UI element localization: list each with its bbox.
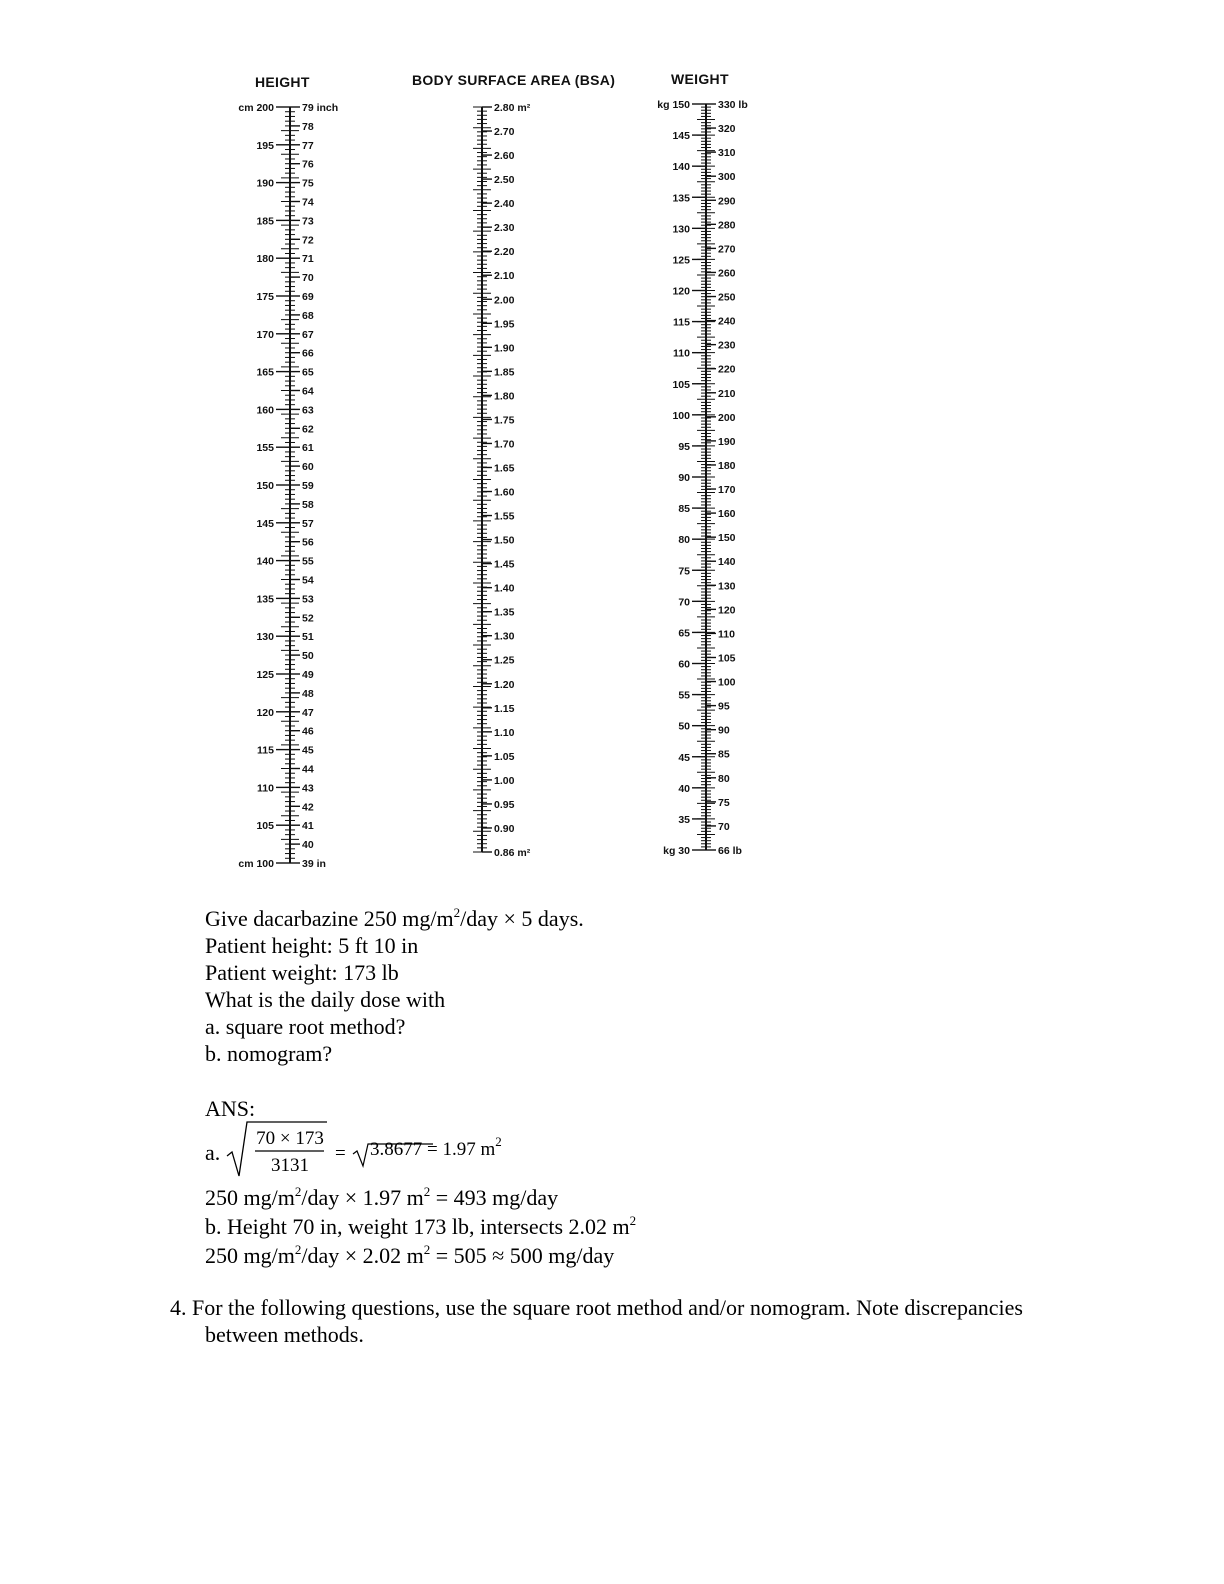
bsa-right-label: 1.70 [494,438,515,451]
height-left-label: 165 [256,366,274,379]
weight-right-label: 210 [718,387,736,400]
weight-right-label: 95 [718,700,730,713]
height-right-label: 72 [302,234,314,247]
square-root-formula [205,1118,605,1180]
bsa-scale [473,102,531,859]
height-right-label: 40 [302,839,314,852]
height-right-label: 41 [302,820,314,833]
weight-left-label: 75 [678,565,690,578]
height-left-label: 115 [257,744,274,757]
bsa-right-label: 0.90 [494,822,515,835]
bsa-right-label: 1.20 [494,678,515,691]
bsa-right-label: 2.80 m² [494,102,531,114]
question-line-6: b. nomogram? [205,1041,333,1066]
height-right-label: 53 [302,593,314,606]
formula-result: 3.8677 = 1.97 $m^2$ [370,1134,502,1160]
weight-right-label: 270 [718,243,736,256]
height-right-label: 46 [302,725,314,738]
bsa-right-label: 2.60 [494,150,515,163]
bsa-right-label: 2.40 [494,198,515,211]
bsa-right-label: 1.80 [494,390,515,403]
equals-sign: = [335,1143,346,1164]
height-right-label: 49 [302,669,314,681]
weight-left-label: kg 150 [657,99,690,111]
bsa-right-label: 1.50 [494,534,515,547]
height-left-label: 180 [256,253,274,266]
bsa-right-label: 2.00 [494,294,515,307]
bsa-right-label: 1.05 [494,750,515,763]
weight-right-label: 150 [718,532,736,545]
weight-left-label: 50 [678,720,690,733]
weight-left-label: kg 30 [663,845,690,857]
weight-left-label: 145 [672,130,690,143]
height-left-label: 140 [256,555,274,568]
height-right-label: 73 [302,215,314,228]
height-right-label: 47 [302,706,314,719]
height-right-label: 44 [302,763,314,776]
weight-right-label: 100 [718,676,736,689]
height-right-label: 51 [302,631,314,644]
bsa-right-label: 0.86 m² [494,847,531,859]
weight-left-label: 120 [672,285,690,298]
question-block [205,905,584,1067]
height-right-label: 59 [302,480,314,492]
weight-left-label: 70 [678,596,690,609]
height-right-label: 58 [302,498,314,511]
weight-header: WEIGHT [671,71,729,87]
weight-left-label: 85 [678,503,690,516]
height-right-label: 69 [302,291,314,303]
height-right-label: 70 [302,272,314,285]
bsa-right-label: 1.25 [494,654,515,667]
height-right-label: 71 [302,253,314,266]
bsa-header: BODY SURFACE AREA (BSA) [412,72,616,88]
question-line-1: Give dacarbazine 250 $mg/m^2$/day × 5 days. [205,905,584,931]
height-left-label: cm 100 [238,858,274,870]
weight-right-label: 190 [718,435,736,448]
weight-left-label: 140 [672,161,690,174]
height-right-label: 45 [302,744,314,757]
fraction-denominator: 3131 [271,1155,309,1176]
bsa-right-label: 1.55 [494,510,515,523]
question-4-line-2: between methods. [205,1322,364,1347]
height-right-label: 52 [302,612,314,625]
height-left-label: 135 [256,593,274,606]
weight-right-label: 70 [718,820,730,833]
height-left-label: 170 [256,328,274,341]
height-right-label: 62 [302,423,314,436]
bsa-right-label: 2.20 [494,246,515,259]
weight-right-label: 110 [718,628,735,641]
part-a-prefix: a. [205,1140,221,1165]
question-line-5: a. square root method? [205,1014,406,1039]
height-left-label: 120 [256,706,274,719]
height-right-label: 54 [302,574,314,587]
height-left-label: 175 [256,291,274,303]
question-4 [170,1294,1120,1348]
weight-right-label: 290 [718,195,736,208]
height-right-label: 79 inch [302,102,339,114]
height-right-label: 66 [302,347,314,360]
weight-left-label: 35 [678,813,690,826]
weight-left-label: 90 [678,472,690,484]
weight-left-label: 80 [678,534,690,547]
weight-left-label: 105 [672,378,690,391]
weight-right-label: 200 [718,411,736,424]
height-scale [238,102,338,870]
height-right-label: 39 in [302,858,326,870]
height-right-label: 76 [302,158,314,171]
height-right-label: 57 [302,517,314,530]
height-left-label: 125 [256,669,274,681]
bsa-right-label: 1.85 [494,366,515,379]
height-left-label: cm 200 [238,102,274,114]
weight-left-label: 60 [678,658,690,671]
weight-right-label: 230 [718,339,736,352]
height-right-label: 78 [302,120,314,133]
fraction-numerator: 70 × 173 [256,1128,324,1149]
bsa-right-label: 1.95 [494,318,515,331]
weight-left-label: 135 [672,192,690,205]
weight-right-label: 330 lb [718,99,748,111]
weight-right-label: 310 [718,147,736,160]
weight-left-label: 125 [672,254,690,267]
weight-right-label: 120 [718,604,736,617]
bsa-right-label: 1.00 [494,774,515,787]
weight-scale [657,99,747,857]
weight-right-label: 105 [718,652,736,665]
weight-right-label: 240 [718,315,736,328]
weight-right-label: 130 [718,580,736,593]
height-left-label: 145 [256,517,274,530]
weight-right-label: 220 [718,363,736,376]
bsa-right-label: 2.30 [494,222,515,235]
height-left-label: 110 [257,782,274,795]
weight-right-label: 280 [718,219,736,232]
bsa-right-label: 1.30 [494,630,515,643]
height-right-label: 63 [302,404,314,417]
height-left-label: 195 [256,139,274,152]
bsa-right-label: 1.65 [494,462,515,475]
weight-right-label: 85 [718,748,730,761]
height-header: HEIGHT [255,74,310,90]
weight-left-label: 65 [678,627,690,640]
weight-left-label: 95 [678,440,690,453]
answer-step-3: 250 $mg/m^2$/day × 2.02 $m^2 = 505 \approx 500$ mg/day [205,1242,615,1268]
bsa-right-label: 2.70 [494,126,515,139]
weight-right-label: 66 lb [718,845,742,857]
height-left-label: 155 [256,442,274,455]
bsa-right-label: 1.35 [494,606,515,619]
answer-step-1: 250 $mg/m^2$/day × 1.97 $m^2 = 493$ mg/day [205,1184,559,1210]
height-left-label: 130 [256,631,274,644]
weight-right-label: 180 [718,459,736,472]
weight-right-label: 90 [718,724,730,737]
height-left-label: 190 [256,177,274,190]
bsa-right-label: 1.40 [494,582,515,595]
height-right-label: 50 [302,650,314,663]
weight-right-label: 140 [718,556,736,569]
bsa-right-label: 0.95 [494,798,515,811]
height-left-label: 185 [256,215,274,228]
height-right-label: 77 [302,139,314,152]
bsa-right-label: 1.10 [494,726,515,739]
answer-label: ANS: [205,1096,256,1121]
bsa-nomogram [210,55,770,890]
bsa-right-label: 1.90 [494,342,515,355]
question-line-3: Patient weight: 173 lb [205,960,399,985]
question-line-4: What is the daily dose with [205,987,446,1012]
height-right-label: 67 [302,328,314,341]
question-line-2: Patient height: 5 ft 10 in [205,933,419,958]
weight-left-label: 45 [678,751,690,764]
bsa-right-label: 1.15 [494,702,515,715]
weight-left-label: 115 [673,316,690,329]
weight-left-label: 100 [672,409,690,422]
weight-left-label: 110 [673,347,690,360]
height-right-label: 68 [302,309,314,322]
weight-right-label: 320 [718,123,736,136]
weight-right-label: 250 [718,291,736,304]
height-right-label: 61 [302,442,314,455]
height-right-label: 43 [302,782,314,795]
height-right-label: 75 [302,177,314,190]
bsa-right-label: 1.75 [494,414,515,427]
height-right-label: 74 [302,196,314,209]
bsa-right-label: 2.50 [494,174,515,187]
height-left-label: 150 [256,480,274,492]
bsa-right-label: 1.60 [494,486,515,499]
weight-left-label: 55 [678,689,690,702]
height-left-label: 160 [256,404,274,417]
height-left-label: 105 [256,820,274,833]
height-right-label: 64 [302,385,314,398]
height-right-label: 55 [302,555,314,568]
weight-right-label: 260 [718,267,736,280]
height-right-label: 60 [302,461,314,474]
answer-step-2: b. Height 70 in, weight 173 lb, intersects 2.02 $m^2$ [205,1213,637,1239]
weight-right-label: 75 [718,796,730,809]
weight-left-label: 130 [672,223,690,236]
weight-left-label: 40 [678,782,690,795]
weight-right-label: 80 [718,772,730,785]
height-right-label: 56 [302,536,314,549]
weight-right-label: 160 [718,508,736,521]
bsa-right-label: 2.10 [494,270,515,283]
bsa-right-label: 1.45 [494,558,515,571]
question-4-line-1: 4. For the following questions, use the square root method and/or nomogram. Note discrepancies [170,1295,1023,1320]
height-right-label: 65 [302,366,314,379]
weight-right-label: 170 [718,484,736,497]
weight-right-label: 300 [718,171,736,184]
answer-steps [205,1183,636,1270]
height-right-label: 48 [302,687,314,700]
height-right-label: 42 [302,801,314,814]
